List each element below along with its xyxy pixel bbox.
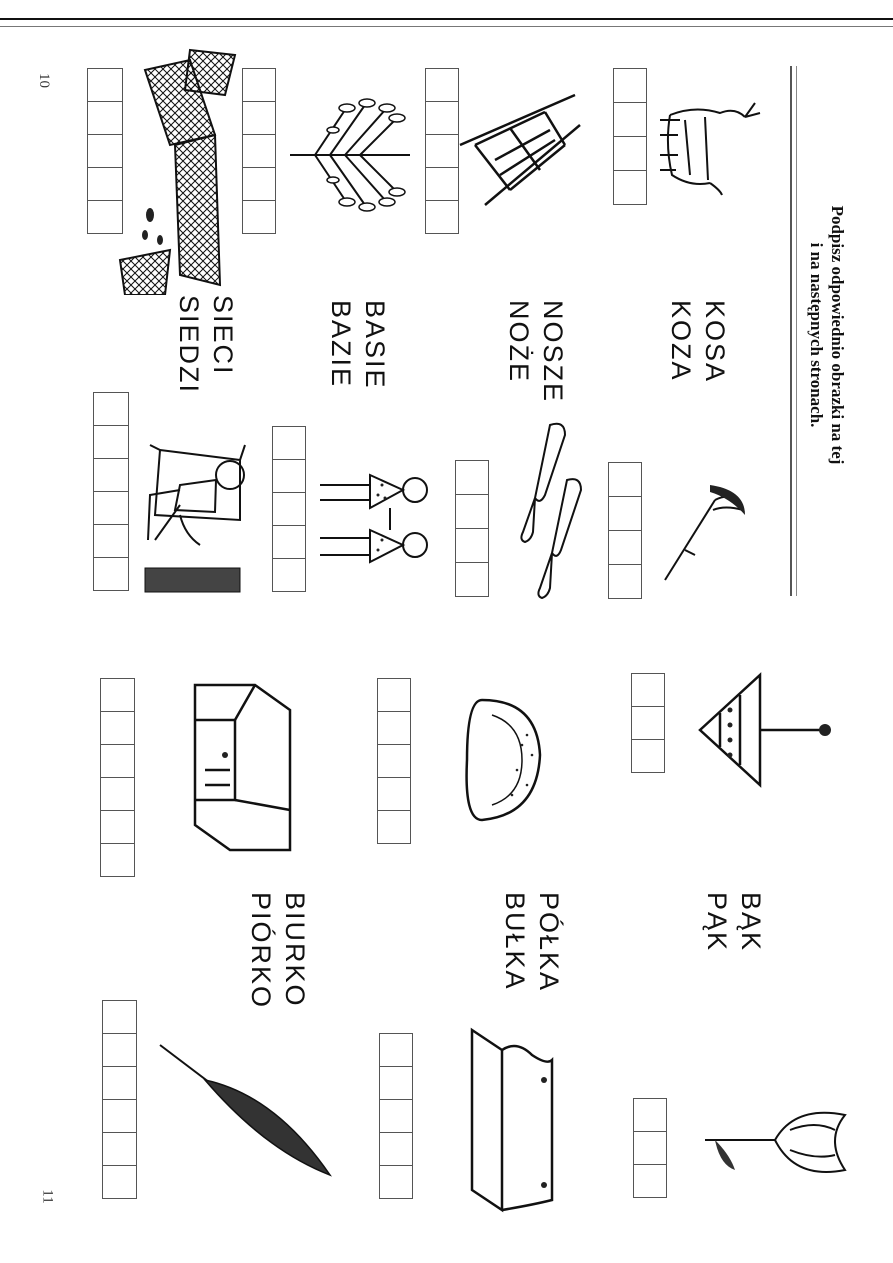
stretcher-icon [455,90,585,210]
letter-box-cell[interactable] [425,134,459,168]
letter-box-cell[interactable] [425,200,459,234]
letter-boxes[interactable] [608,462,642,599]
spinning-top-icon [690,665,835,795]
letter-box-cell[interactable] [93,557,129,591]
feather-icon [155,1040,335,1180]
letter-box-cell[interactable] [633,1131,667,1165]
letter-box-cell[interactable] [425,101,459,135]
letter-box-cell[interactable] [100,711,135,745]
letter-box-cell[interactable] [93,458,129,492]
letter-box-cell[interactable] [613,68,647,103]
page-number-left: 10 [36,73,52,88]
knives-icon [505,420,595,600]
letter-boxes[interactable] [631,673,665,773]
letter-box-cell[interactable] [102,1033,137,1067]
word-option: NOSZE [538,300,568,404]
letter-box-cell[interactable] [631,673,665,707]
word-option: BASIE [360,300,390,390]
word-option: PÓŁKA [534,892,564,993]
letter-boxes[interactable] [613,68,647,205]
shelf-icon [462,1025,562,1215]
divider-rule [796,66,797,596]
letter-box-cell[interactable] [425,68,459,102]
letter-box-cell[interactable] [613,136,647,171]
letter-box-cell[interactable] [93,425,129,459]
letter-box-cell[interactable] [377,678,411,712]
letter-box-cell[interactable] [379,1033,413,1067]
letter-box-cell[interactable] [608,564,642,599]
letter-boxes[interactable] [425,68,459,234]
letter-box-cell[interactable] [377,711,411,745]
letter-box-cell[interactable] [242,167,276,201]
instruction-line-1: Podpisz odpowiednio obrazki na tej [828,205,847,465]
catkins-icon [285,90,415,220]
letter-box-cell[interactable] [100,678,135,712]
letter-box-cell[interactable] [377,744,411,778]
letter-box-cell[interactable] [455,562,489,597]
word-option: NOŻE [504,300,534,384]
divider-rule [790,66,792,596]
letter-box-cell[interactable] [379,1132,413,1166]
letter-boxes[interactable] [455,460,489,597]
letter-boxes[interactable] [633,1098,667,1198]
nets-icon [115,45,245,295]
word-option: BĄK [736,892,766,953]
letter-box-cell[interactable] [100,744,135,778]
word-pair [502,300,570,403]
letter-box-cell[interactable] [379,1165,413,1199]
word-pair [664,300,732,383]
letter-box-cell[interactable] [633,1098,667,1132]
letter-box-cell[interactable] [613,102,647,137]
bread-roll-icon [462,695,547,825]
letter-box-cell[interactable] [102,1132,137,1166]
word-option: PIÓRKO [246,892,276,1010]
letter-box-cell[interactable] [242,101,276,135]
letter-box-cell[interactable] [100,777,135,811]
letter-box-cell[interactable] [100,843,135,877]
letter-box-cell[interactable] [377,777,411,811]
word-option: KOZA [666,300,696,382]
page-number-right: 11 [39,1189,56,1204]
letter-box-cell[interactable] [93,392,129,426]
word-option: SIECI [208,295,238,376]
letter-box-cell[interactable] [102,1000,137,1034]
word-option: BAZIE [326,300,356,389]
scythe-icon [655,480,750,585]
letter-box-cell[interactable] [608,530,642,565]
letter-box-cell[interactable] [631,739,665,773]
desk-icon [185,680,295,855]
letter-box-cell[interactable] [425,167,459,201]
letter-box-cell[interactable] [272,492,306,526]
letter-box-cell[interactable] [455,494,489,529]
scan-edge-line [0,18,893,20]
letter-box-cell[interactable] [608,462,642,497]
letter-box-cell[interactable] [455,528,489,563]
goat-icon [650,95,765,200]
scan-edge-line [0,26,893,27]
letter-box-cell[interactable] [93,524,129,558]
letter-box-cell[interactable] [272,459,306,493]
letter-box-cell[interactable] [242,68,276,102]
letter-box-cell[interactable] [242,200,276,234]
letter-boxes[interactable] [242,68,276,234]
word-option: PĄK [702,892,732,953]
letter-box-cell[interactable] [613,170,647,205]
instruction-line-2: i na następnych stronach. [807,242,826,428]
letter-box-cell[interactable] [102,1099,137,1133]
letter-box-cell[interactable] [93,491,129,525]
word-pair [700,892,768,952]
word-pair [172,295,240,394]
letter-box-cell[interactable] [379,1066,413,1100]
word-option: KOSA [700,300,730,384]
letter-boxes[interactable] [272,426,306,592]
letter-boxes[interactable] [100,678,135,877]
letter-box-cell[interactable] [272,558,306,592]
word-option: BIURKO [280,892,310,1008]
letter-box-cell[interactable] [242,134,276,168]
instruction-text [806,170,848,500]
sitting-boy-icon [140,440,255,595]
letter-boxes[interactable] [93,392,129,591]
letter-box-cell[interactable] [102,1165,137,1199]
letter-box-cell[interactable] [272,525,306,559]
letter-box-cell[interactable] [377,810,411,844]
word-option: SIEDZI [174,295,204,395]
letter-boxes[interactable] [377,678,411,844]
letter-box-cell[interactable] [633,1164,667,1198]
word-option: BUŁKA [500,892,530,991]
letter-box-cell[interactable] [631,706,665,740]
flower-bud-icon [695,1100,850,1190]
letter-box-cell[interactable] [100,810,135,844]
two-girls-icon [310,460,440,575]
letter-box-cell[interactable] [379,1099,413,1133]
letter-box-cell[interactable] [455,460,489,495]
letter-box-cell[interactable] [272,426,306,460]
letter-box-cell[interactable] [608,496,642,531]
letter-box-cell[interactable] [102,1066,137,1100]
letter-boxes[interactable] [102,1000,137,1199]
word-pair [324,300,392,390]
word-pair [244,892,312,1009]
letter-boxes[interactable] [379,1033,413,1199]
word-pair [498,892,566,992]
